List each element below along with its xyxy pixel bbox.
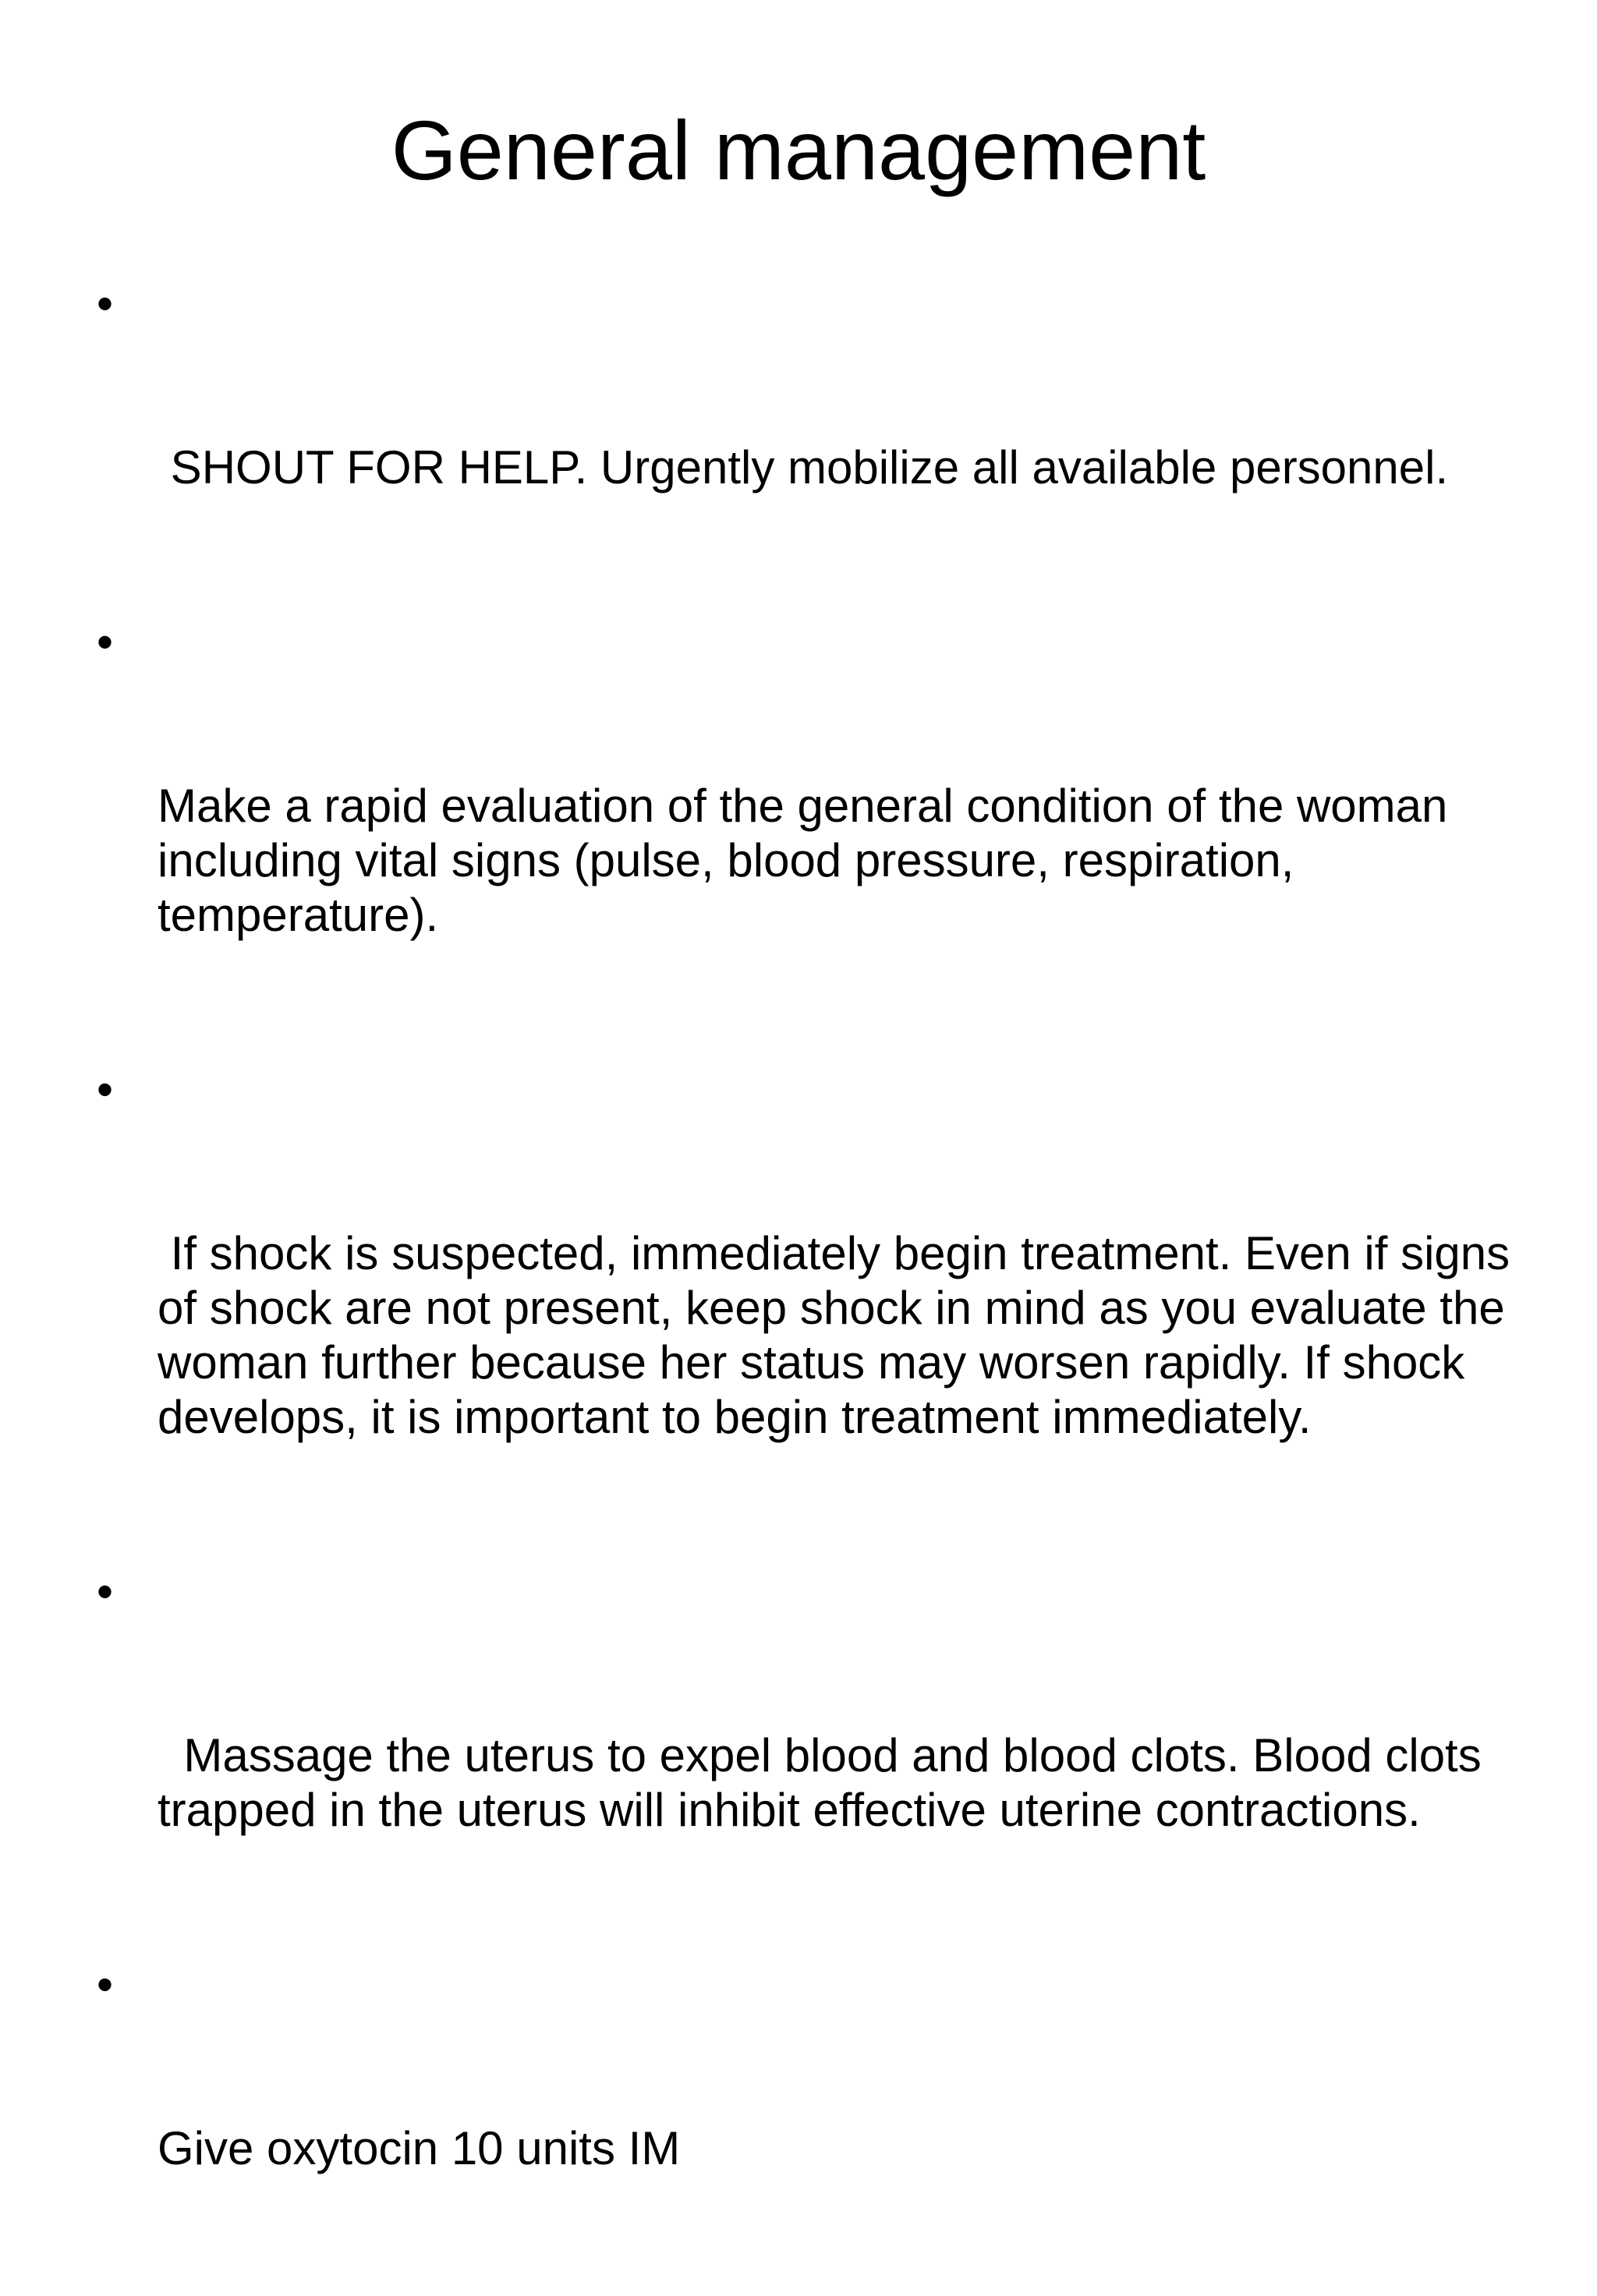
bullet-text: Massage the uterus to expel blood and blood clots. Blood clots trapped in the uterus will inhibit effective uterine contractions. <box>158 1729 1495 1836</box>
bullet-text: If shock is suspected, immediately begin treatment. Even if signs of shock are not present, keep shock in mind as you evaluate the woman further because her status may worsen rapidly. If shock develops, it is important to begin treatment immediately. <box>158 1227 1523 1443</box>
bullet-text: Make a rapid evaluation of the general condition of the woman including vital signs (pulse, blood pressure, respiration, temperature). <box>158 780 1461 941</box>
slide-title: General management <box>391 103 1206 197</box>
bullet-icon: • <box>97 278 114 330</box>
bullet-icon: • <box>97 1958 114 2011</box>
bullet-item <box>86 1063 1536 1554</box>
bullet-item <box>86 1565 1536 1947</box>
bullet-item <box>86 277 1536 604</box>
bullet-text: Give oxytocin 10 units IM <box>158 2122 681 2174</box>
bullet-list <box>86 277 1536 2296</box>
bullet-icon: • <box>97 1063 114 1116</box>
bullet-item <box>86 615 1536 1052</box>
bullet-item <box>86 1958 1536 2285</box>
bullet-text: SHOUT FOR HELP. Urgently mobilize all available personnel. <box>158 441 1449 494</box>
bullet-icon: • <box>97 616 114 668</box>
bullet-icon: • <box>97 1565 114 1618</box>
